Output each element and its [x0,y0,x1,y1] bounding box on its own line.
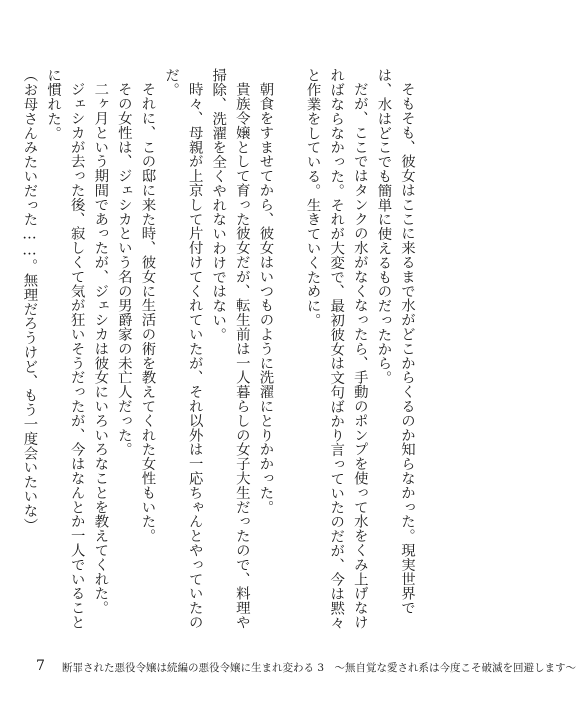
paragraph: ジェシカが去った後、寂しくて気が狂いそうだったが、今はなんとか一人でいることに慣れた。 [45,68,85,630]
paragraph: 貴族令嬢として育った彼女だが、転生前は一人暮らしの女子大生だったので、料理や掃除、洗濯を全くやれないわけではない。 [210,68,250,630]
running-title: 断罪された悪役令嬢は続編の悪役令嬢に生まれ変わる 3 ～無自覚な愛され系は今度こそ破滅を回避します～ [62,662,576,674]
paragraph-spacer [276,68,300,69]
paragraph: 朝食をすませてから、彼女はいつものように洗濯にとりかかった。 [257,82,274,515]
page-footer [0,658,576,678]
vertical-text-body [0,68,418,643]
paragraph: だが、ここではタンクの水がなくなったら、手動のポンプを使って水をくみ上げなければならなかった。それが大変で、最初彼女は文句ばかり言っていたのだが、今は黙々と作業をしている。生きていくために。 [304,68,368,630]
page-number: 7 [36,658,45,674]
paragraph: その女性は、ジェシカという名の男爵家の未亡人だった。 [115,82,132,457]
paragraph: そもそも、彼女はここに来るまで水がどこからくるのか知らなかった。現実世界では、水はどこでも簡単に使えるものだったから。 [375,68,415,616]
paragraph: それに、この邸に来た時、彼女に生活の術を教えてくれた女性もいた。 [139,82,156,544]
paragraph: 二ヶ月という期間であったが、ジェシカは彼女にいろいろなことを教えてくれた。 [92,82,109,616]
paragraph: 時々、母親が上京して片付けてくれていたが、それ以外は一応ちゃんとやっていたのだ。 [163,68,203,630]
paragraph-spacer [0,68,17,69]
paragraph-inner-thought: （お母さんみたいだった……。無理だろうけど、もう一度会いたいな） [21,68,38,532]
